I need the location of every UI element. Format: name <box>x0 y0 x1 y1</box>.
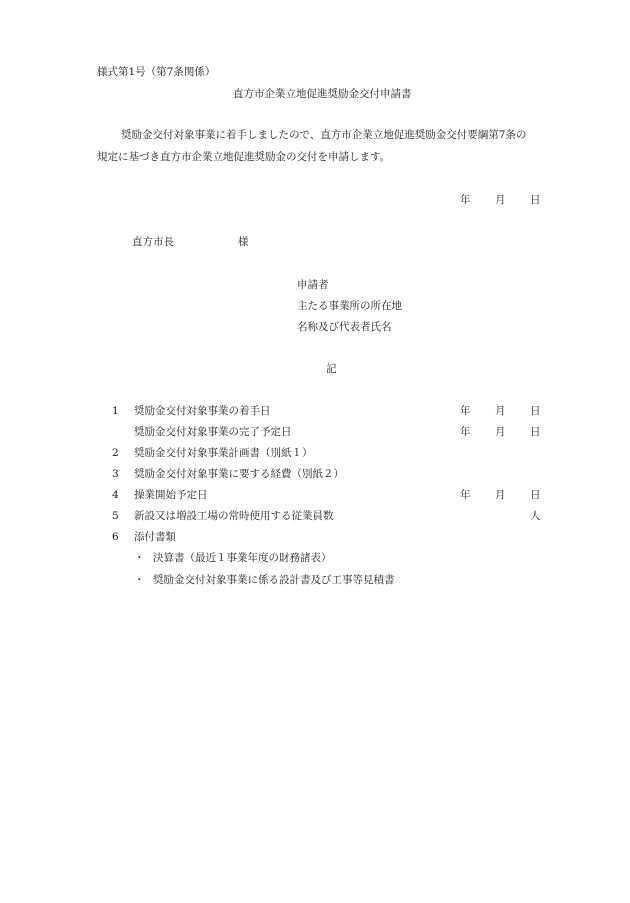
applicant-label: 申請者 <box>297 279 329 291</box>
item-number: 1 <box>112 405 119 417</box>
item-text: 奨励金交付対象事業の完了予定日 <box>134 426 292 438</box>
applicant-address-label: 主たる事業所の所在地 <box>297 300 402 312</box>
item-text: 奨励金交付対象事業計画書（別紙１） <box>134 447 313 459</box>
applicant-name-label: 名称及び代表者氏名 <box>297 321 392 333</box>
item-text: 奨励金交付対象事業の着手日 <box>134 405 271 417</box>
addressee-honorific: 様 <box>238 236 249 248</box>
date-year: 年 <box>460 194 471 206</box>
item-month: 月 <box>495 426 506 438</box>
item-unit: 人 <box>530 510 541 522</box>
item-number: 2 <box>112 447 119 459</box>
attachment-item: 奨励金交付対象事業に係る設計書及び工事等見積書 <box>153 574 395 586</box>
item-month: 月 <box>495 489 506 501</box>
item-number: 3 <box>112 468 119 480</box>
item-text: 添付書類 <box>134 531 176 543</box>
document-title: 直方市企業立地促進奨励金交付申請書 <box>233 88 412 100</box>
item-day: 日 <box>530 489 541 501</box>
ki-heading: 記 <box>326 363 337 375</box>
item-year: 年 <box>460 405 471 417</box>
item-text: 新設又は増設工場の常時使用する従業員数 <box>134 510 334 522</box>
attachment-bullet: ・ <box>134 574 145 586</box>
date-month: 月 <box>495 194 506 206</box>
item-year: 年 <box>460 489 471 501</box>
item-month: 月 <box>495 405 506 417</box>
date-day: 日 <box>530 194 541 206</box>
item-day: 日 <box>530 426 541 438</box>
item-year: 年 <box>460 426 471 438</box>
intro-line-1: 奨励金交付対象事業に着手しましたので、直方市企業立地促進奨励金交付要綱第7条の <box>121 129 527 141</box>
addressee-name: 直方市長 <box>132 236 174 248</box>
item-number: 6 <box>112 531 119 543</box>
intro-line-2: 規定に基づき直方市企業立地促進奨励金の交付を申請します。 <box>97 151 391 163</box>
item-text: 奨励金交付対象事業に要する経費（別紙２） <box>134 468 344 480</box>
item-day: 日 <box>530 405 541 417</box>
attachment-bullet: ・ <box>134 552 145 564</box>
item-text: 操業開始予定日 <box>134 489 208 501</box>
form-number: 様式第1号（第7条関係） <box>97 66 216 78</box>
attachment-item: 決算書（最近１事業年度の財務諸表） <box>153 552 332 564</box>
item-number: 4 <box>112 489 119 501</box>
item-number: 5 <box>112 510 119 522</box>
